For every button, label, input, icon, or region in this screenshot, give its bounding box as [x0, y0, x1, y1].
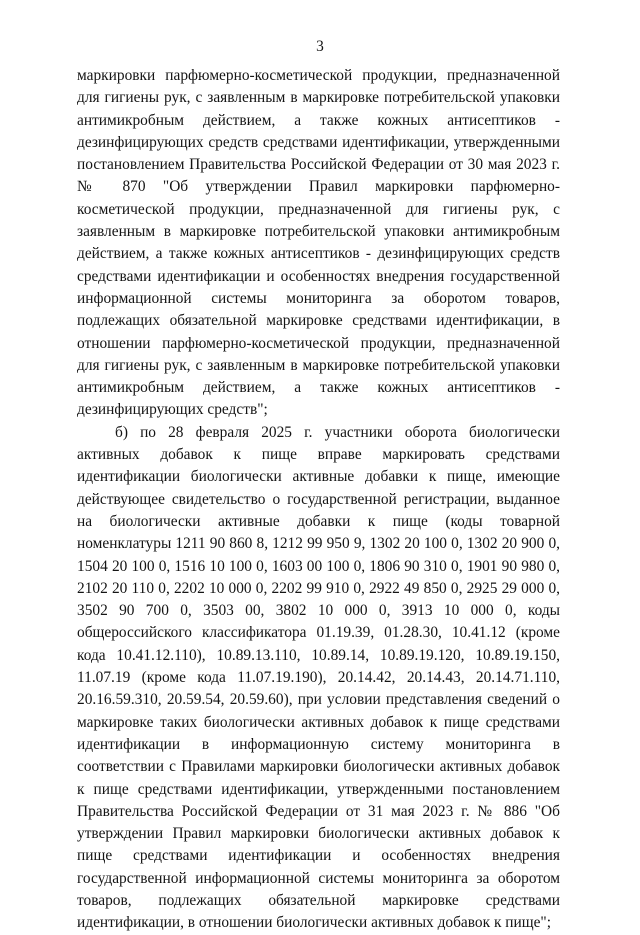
paragraph-b: б) по 28 февраля 2025 г. участники оборота биологически активных добавок к пище вправе маркировать средствами идентификации биологически активные добавки к пище, имеющие действующее свидетельство о государственной регистрации, выданное на биологически активные добавки к пище (коды товарной номенклатуры 1211 90 860 8, 1212 99 950 9, 1302 20 100 0, 1302 20 900 0, 1504 20 100 0, 1516 10 100 0, 1603 00 100 0, 1806 90 310 0, 1901 90 980 0, 2102 20 110 0, 2202 10 000 0, 2202 99 910 0, 2922 49 850 0, 2925 29 000 0, 3502 90 700 0, 3503 00, 3802 10 000 0, 3913 10 000 0, коды общероссийского классификатора 01.19.39, 01.28.30, 10.41.12 (кроме кода 10.41.12.110), 10.89.13.110, 10.89.14, 10.89.19.120, 10.89.19.150, 11.07.19 (кроме кода 11.07.19.190), 20.14.42, 20.14.43, 20.14.71.110, 20.16.59.310, 20.59.54, 20.59.60), при условии представления сведений о маркировке таких биологически активных добавок к пище средствами идентификации в информационную систему мониторинга в соответствии с Правилами маркировки биологически активных добавок к пище средствами идентификации, утвержденными постановлением Правительства Российской Федерации от 31 мая 2023 г. № 886 "Об утверждении Правил маркировки биологически активных добавок к пище средствами идентификации и особенностях внедрения государственной информационной системы мониторинга за оборотом товаров, подлежащих обязательной маркировке средствами идентификации, в отношении биологически активных добавок к пище"; — [77, 423, 560, 932]
paragraph-continued: маркировки парфюмерно-косметической продукции, предназначенной для гигиены рук, с заявленным в маркировке потребительской упаковки антимикробным действием, а также кожных антисептиков - дезинфицирующих средств средствами идентификации, утвержденными постановлением Правительства Российской Федерации от 30 мая 2023 г. № 870 "Об утверждении Правил маркировки парфюмерно-косметической продукции, предназначенной для гигиены рук, с заявленным в маркировке потребительской упаковки антимикробным действием, а также кожных антисептиков - дезинфицирующих средств средствами идентификации и особенностях внедрения государственной информационной системы мониторинга за оборотом товаров, подлежащих обязательной маркировке средствами идентификации, в отношении парфюмерно-косметической продукции, предназначенной для гигиены рук, с заявленным в маркировке потребительской упаковки антимикробным действием, а также кожных антисептиков - дезинфицирующих средств"; — [77, 67, 560, 419]
document-body — [77, 65, 560, 935]
page-number: 3 — [316, 38, 324, 55]
